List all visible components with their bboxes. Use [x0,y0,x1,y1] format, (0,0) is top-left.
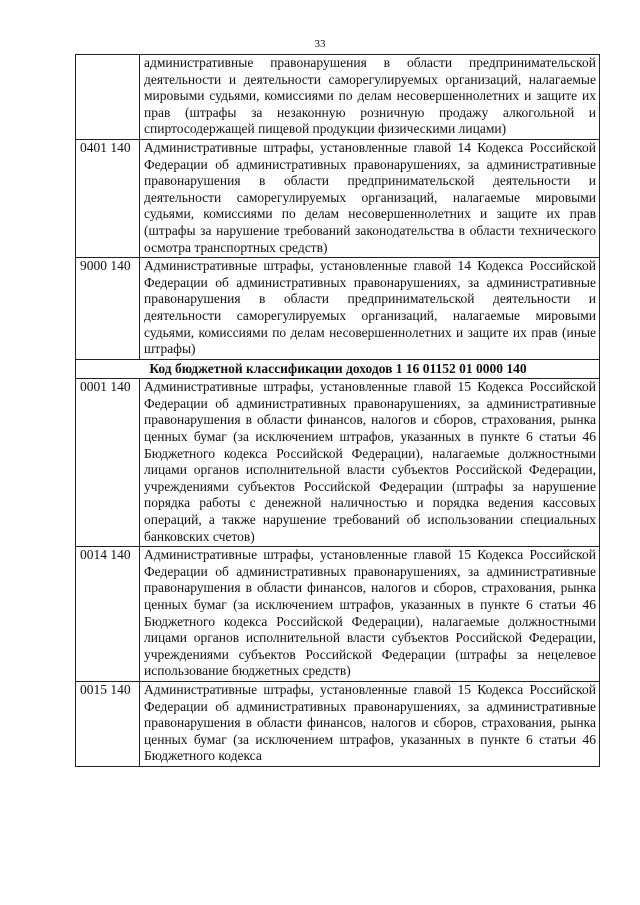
section-header-row [76,359,600,379]
code-cell: 0014 140 [76,547,140,682]
section-header: Код бюджетной классификации доходов 1 16 01152 01 0000 140 [76,359,600,379]
description-cell: Административные штрафы, установленные главой 15 Кодекса Российской Федерации об административных правонарушениях, за административные правонарушения в области финансов, налогов и сборов, страхования, рынка ценных бумаг (за исключением штрафов, указанных в пункте 6 статьи 46 Бюджетного кодекса Российской Федерации), налагаемые должностными лицами органов исполнительной власти субъектов Российской Федерации, учреждениями субъектов Российской Федерации (штрафы за нарушение порядка работы с денежной наличностью и порядка ведения кассовых операций, а также нарушение требований об использовании специальных банковских счетов) [140,379,600,547]
table-row [76,547,600,682]
table-row [76,139,600,257]
description-cell: Административные штрафы, установленные главой 14 Кодекса Российской Федерации об административных правонарушениях, за административные правонарушения в области предпринимательской деятельности и деятельности саморегулируемых организаций, налагаемые мировыми судьями, комиссиями по делам несовершеннолетних и защите их прав (иные штрафы) [140,258,600,360]
description-cell: Административные штрафы, установленные главой 15 Кодекса Российской Федерации об административных правонарушениях, за административные правонарушения в области финансов, налогов и сборов, страхования, рынка ценных бумаг (за исключением штрафов, указанных в пункте 6 статьи 46 Бюджетного кодекса Российской Федерации), налагаемые должностными лицами органов исполнительной власти субъектов Российской Федерации, учреждениями субъектов Российской Федерации (штрафы за нецелевое использование бюджетных средств) [140,547,600,682]
code-cell: 9000 140 [76,258,140,360]
page-number: 33 [314,38,326,50]
description-cell: Административные штрафы, установленные главой 14 Кодекса Российской Федерации об административных правонарушениях, за административные правонарушения в области предпринимательской деятельности и деятельности саморегулируемых организаций, налагаемые мировыми судьями, комиссиями по делам несовершеннолетних и защите их прав (штрафы за нарушение требований законодательства в области технического осмотра транспортных средств) [140,139,600,257]
description-cell: Административные штрафы, установленные главой 15 Кодекса Российской Федерации об административных правонарушениях, за административные правонарушения в области финансов, налогов и сборов, страхования, рынка ценных бумаг (за исключением штрафов, указанных в пункте 6 статьи 46 Бюджетного кодекса [140,681,600,766]
description-cell: административные правонарушения в области предпринимательской деятельности и деятельности саморегулируемых организаций, налагаемые мировыми судьями, комиссиями по делам несовершеннолетних и защите их прав (штрафы за незаконную розничную продажу алкогольной и спиртосодержащей пищевой продукции физическими лицами) [140,55,600,140]
table-row [76,258,600,360]
table-row [76,55,600,140]
code-cell: 0015 140 [76,681,140,766]
table-row [76,681,600,766]
code-cell: 0401 140 [76,139,140,257]
code-cell [76,55,140,140]
code-cell: 0001 140 [76,379,140,547]
table-row [76,379,600,547]
budget-classification-table [75,54,600,767]
